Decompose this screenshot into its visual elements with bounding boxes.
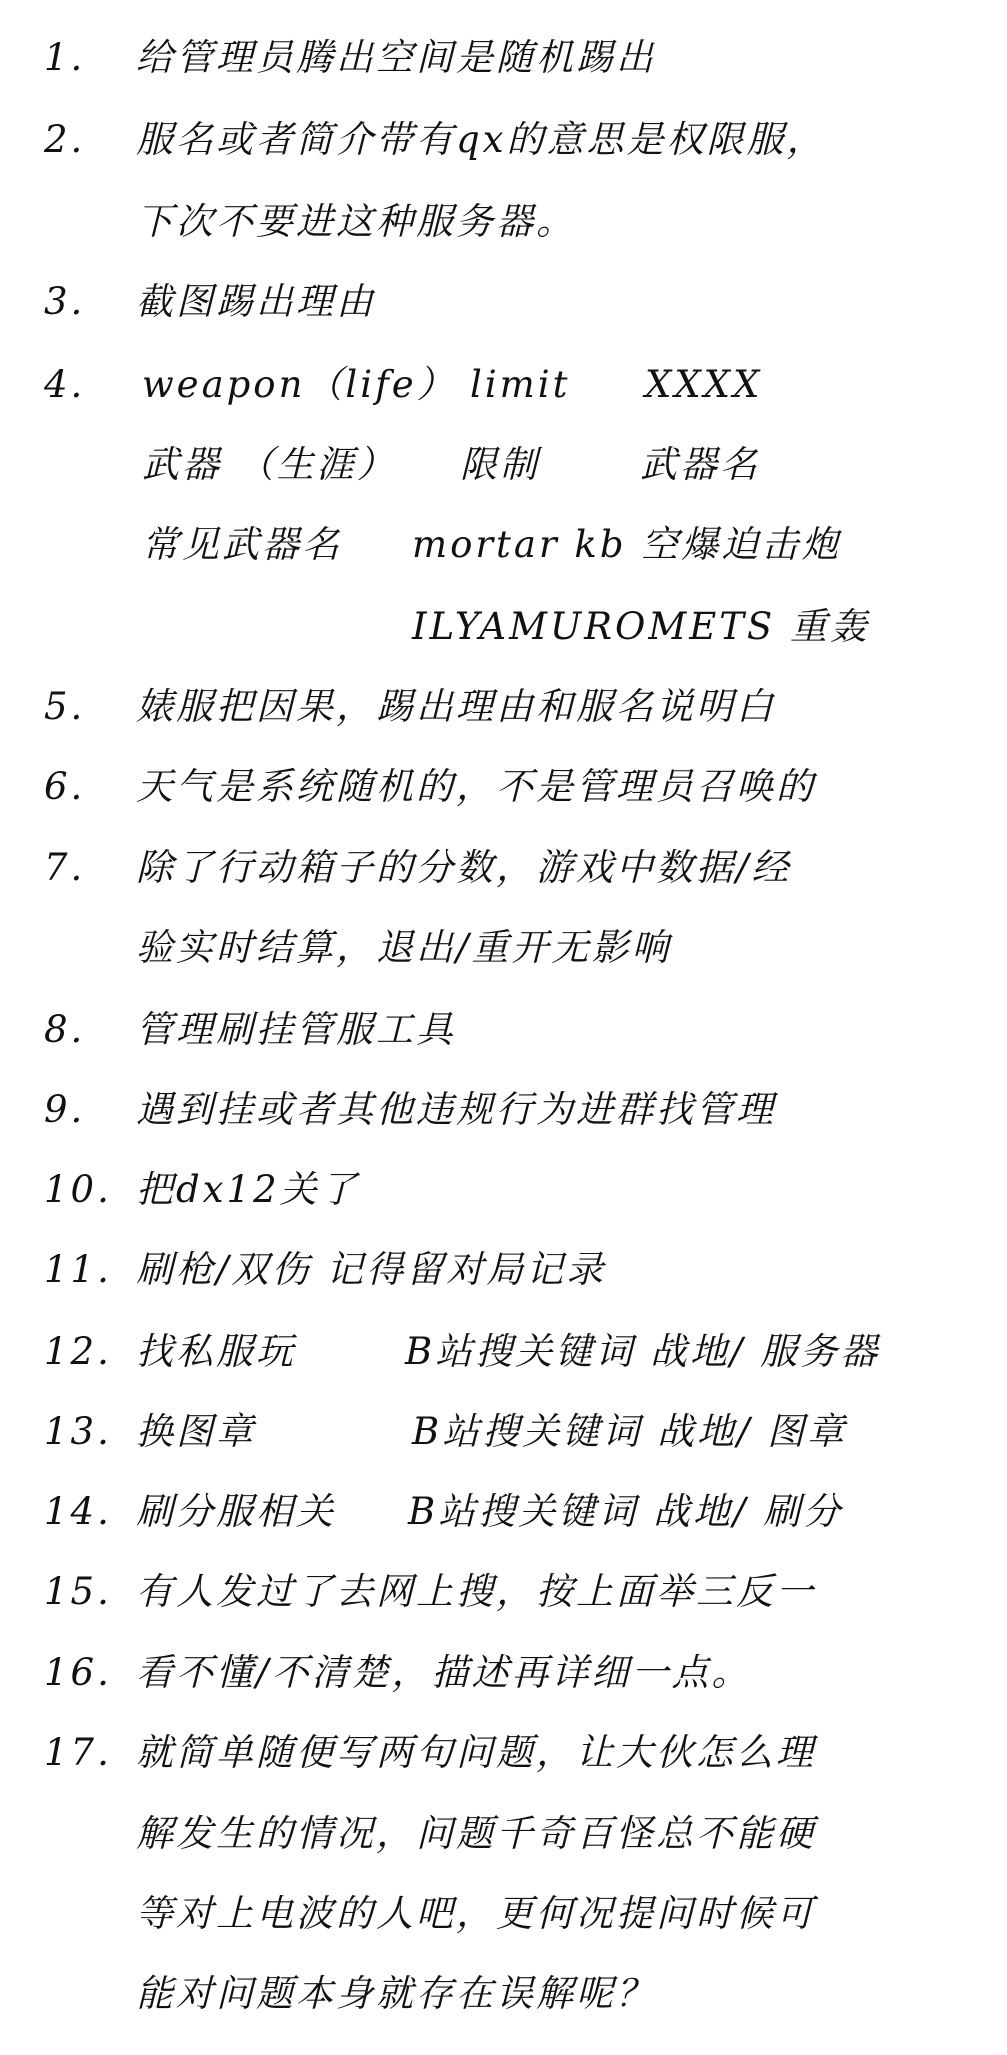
item-number: 9. — [44, 1088, 86, 1131]
item-number: 15. — [44, 1570, 112, 1613]
item-number: 3. — [44, 280, 86, 323]
item-text: 天气是系统随机的，不是管理员召唤的 — [136, 765, 816, 808]
item-text: 有人发过了去网上搜，按上面举三反一 — [136, 1570, 816, 1613]
item-text: 婊服把因果，踢出理由和服名说明白 — [136, 685, 776, 728]
item-number: 17. — [44, 1731, 112, 1774]
limit-label: limit — [470, 363, 571, 406]
item-text: 管理刷挂管服工具 — [136, 1008, 456, 1051]
common-weapon-names-label: 常见武器名 — [142, 523, 342, 566]
item-number: 5. — [44, 685, 86, 728]
search-hint-text: B站搜关键词 战地/ 服务器 — [405, 1330, 881, 1373]
item-text: 遇到挂或者其他违规行为进群找管理 — [136, 1088, 776, 1131]
item-text: 刷枪/双伤 记得留对局记录 — [136, 1248, 607, 1291]
search-hint-text: B站搜关键词 战地/ 图章 — [412, 1410, 848, 1453]
item-text: 看不懂/不清楚，描述再详细一点。 — [136, 1651, 752, 1694]
item-number: 13. — [44, 1410, 112, 1453]
item-text: 刷分服相关 — [136, 1490, 336, 1533]
item-text: 下次不要进这种服务器。 — [136, 200, 576, 243]
item-number: 10. — [44, 1168, 112, 1211]
item-text: 把dx12关了 — [136, 1168, 360, 1211]
item-number: 2. — [44, 118, 86, 161]
ilyamuromets-text: ILYAMUROMETS 重轰 — [412, 605, 871, 648]
xxxx-label: XXXX — [645, 363, 763, 406]
item-number: 7. — [44, 846, 86, 889]
item-number: 6. — [44, 765, 86, 808]
item-text: 找私服玩 — [136, 1330, 296, 1373]
mortar-kb-text: mortar kb 空爆迫击炮 — [412, 523, 842, 566]
item-text: 截图踢出理由 — [136, 280, 376, 323]
item-text: 给管理员腾出空间是随机踢出 — [136, 36, 656, 79]
weapon-life-label: weapon（life） — [142, 363, 457, 406]
item-text: 验实时结算，退出/重开无影响 — [136, 926, 672, 969]
item-text: 就简单随便写两句问题，让大伙怎么理 — [136, 1731, 816, 1774]
limit-cn-label: 限制 — [460, 443, 540, 486]
item-text: 等对上电波的人吧，更何况提问时候可 — [136, 1892, 816, 1935]
item-number: 1. — [44, 36, 86, 79]
item-text: 换图章 — [136, 1410, 256, 1453]
search-hint-text: B站搜关键词 战地/ 刷分 — [408, 1490, 844, 1533]
item-number: 11. — [44, 1248, 112, 1291]
item-number: 4. — [44, 363, 86, 406]
weapon-name-cn-label: 武器名 — [640, 443, 760, 486]
item-number: 14. — [44, 1490, 112, 1533]
item-text: 服名或者简介带有qx的意思是权限服， — [136, 118, 827, 161]
item-text: 除了行动箱子的分数，游戏中数据/经 — [136, 846, 792, 889]
item-text: 解发生的情况，问题千奇百怪总不能硬 — [136, 1812, 816, 1855]
item-text: 能对问题本身就存在误解呢？ — [136, 1972, 656, 2015]
item-number: 16. — [44, 1651, 112, 1694]
item-number: 8. — [44, 1008, 86, 1051]
weapon-life-cn-label: 武器 （生涯） — [142, 443, 397, 486]
item-number: 12. — [44, 1330, 112, 1373]
